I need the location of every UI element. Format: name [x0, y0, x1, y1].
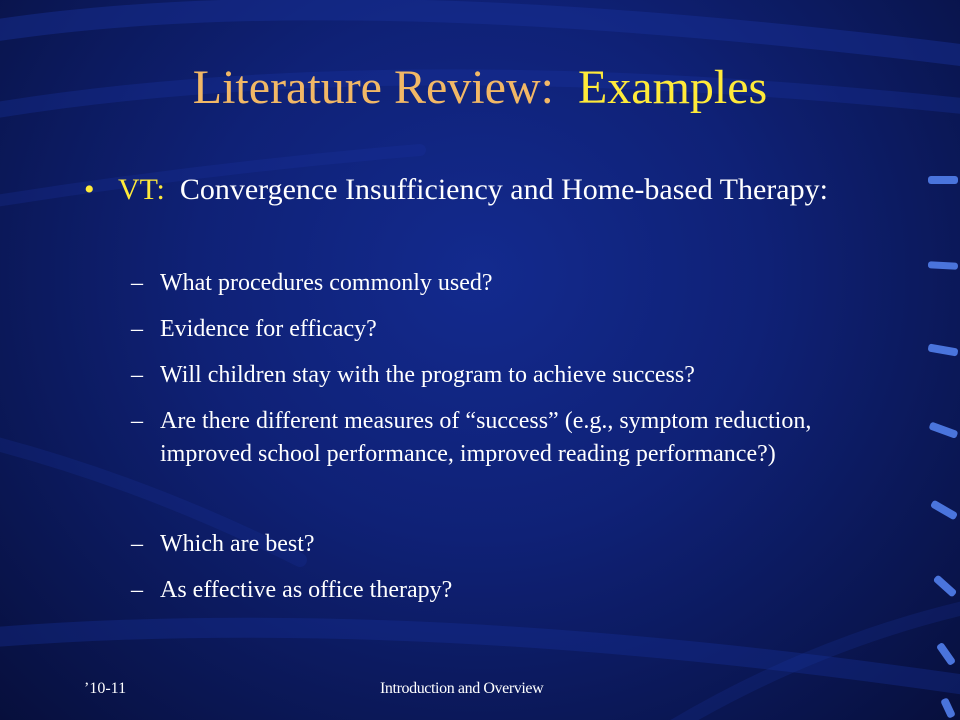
- sub-bullet-text: As effective as office therapy?: [160, 577, 453, 603]
- footer-date: ’10-11: [84, 680, 127, 697]
- background-swoosh: [620, 600, 960, 720]
- sub-bullet-text: Which are best?: [160, 531, 315, 557]
- dash-icon: –: [131, 362, 143, 388]
- bullet-body: Convergence Insufficiency and Home-based Therapy:: [179, 173, 828, 206]
- edge-tick: [928, 343, 959, 356]
- sub-bullet-text: Evidence for efficacy?: [160, 316, 377, 342]
- edge-tick: [940, 697, 956, 719]
- background-swoosh: [0, 9, 960, 60]
- bullet-dot-icon: •: [84, 173, 95, 206]
- dash-icon: –: [131, 270, 143, 296]
- title-lead: Literature Review:: [192, 61, 554, 114]
- dash-icon: –: [131, 408, 143, 434]
- slide-title: [0, 58, 960, 118]
- dash-icon: –: [131, 531, 143, 557]
- bullet-prefix: VT:: [118, 173, 165, 206]
- edge-tick: [936, 642, 956, 666]
- main-bullet-text: [118, 171, 878, 208]
- footer-title: Introduction and Overview: [380, 680, 544, 697]
- dash-icon: –: [131, 316, 143, 342]
- dash-icon: –: [131, 577, 143, 603]
- sub-bullet-text: What procedures commonly used?: [160, 270, 493, 296]
- edge-tick: [933, 574, 958, 597]
- sub-bullet-text: Will children stay with the program to achieve success?: [160, 362, 695, 388]
- title-tail: Examples: [577, 61, 768, 114]
- sub-bullet-text: Are there different measures of “success” (e.g., symptom reduction, improved school performance, improved reading performance?): [160, 408, 812, 467]
- edge-tick: [928, 261, 958, 270]
- edge-tick: [928, 421, 958, 438]
- edge-tick: [928, 176, 958, 184]
- edge-tick: [930, 500, 958, 521]
